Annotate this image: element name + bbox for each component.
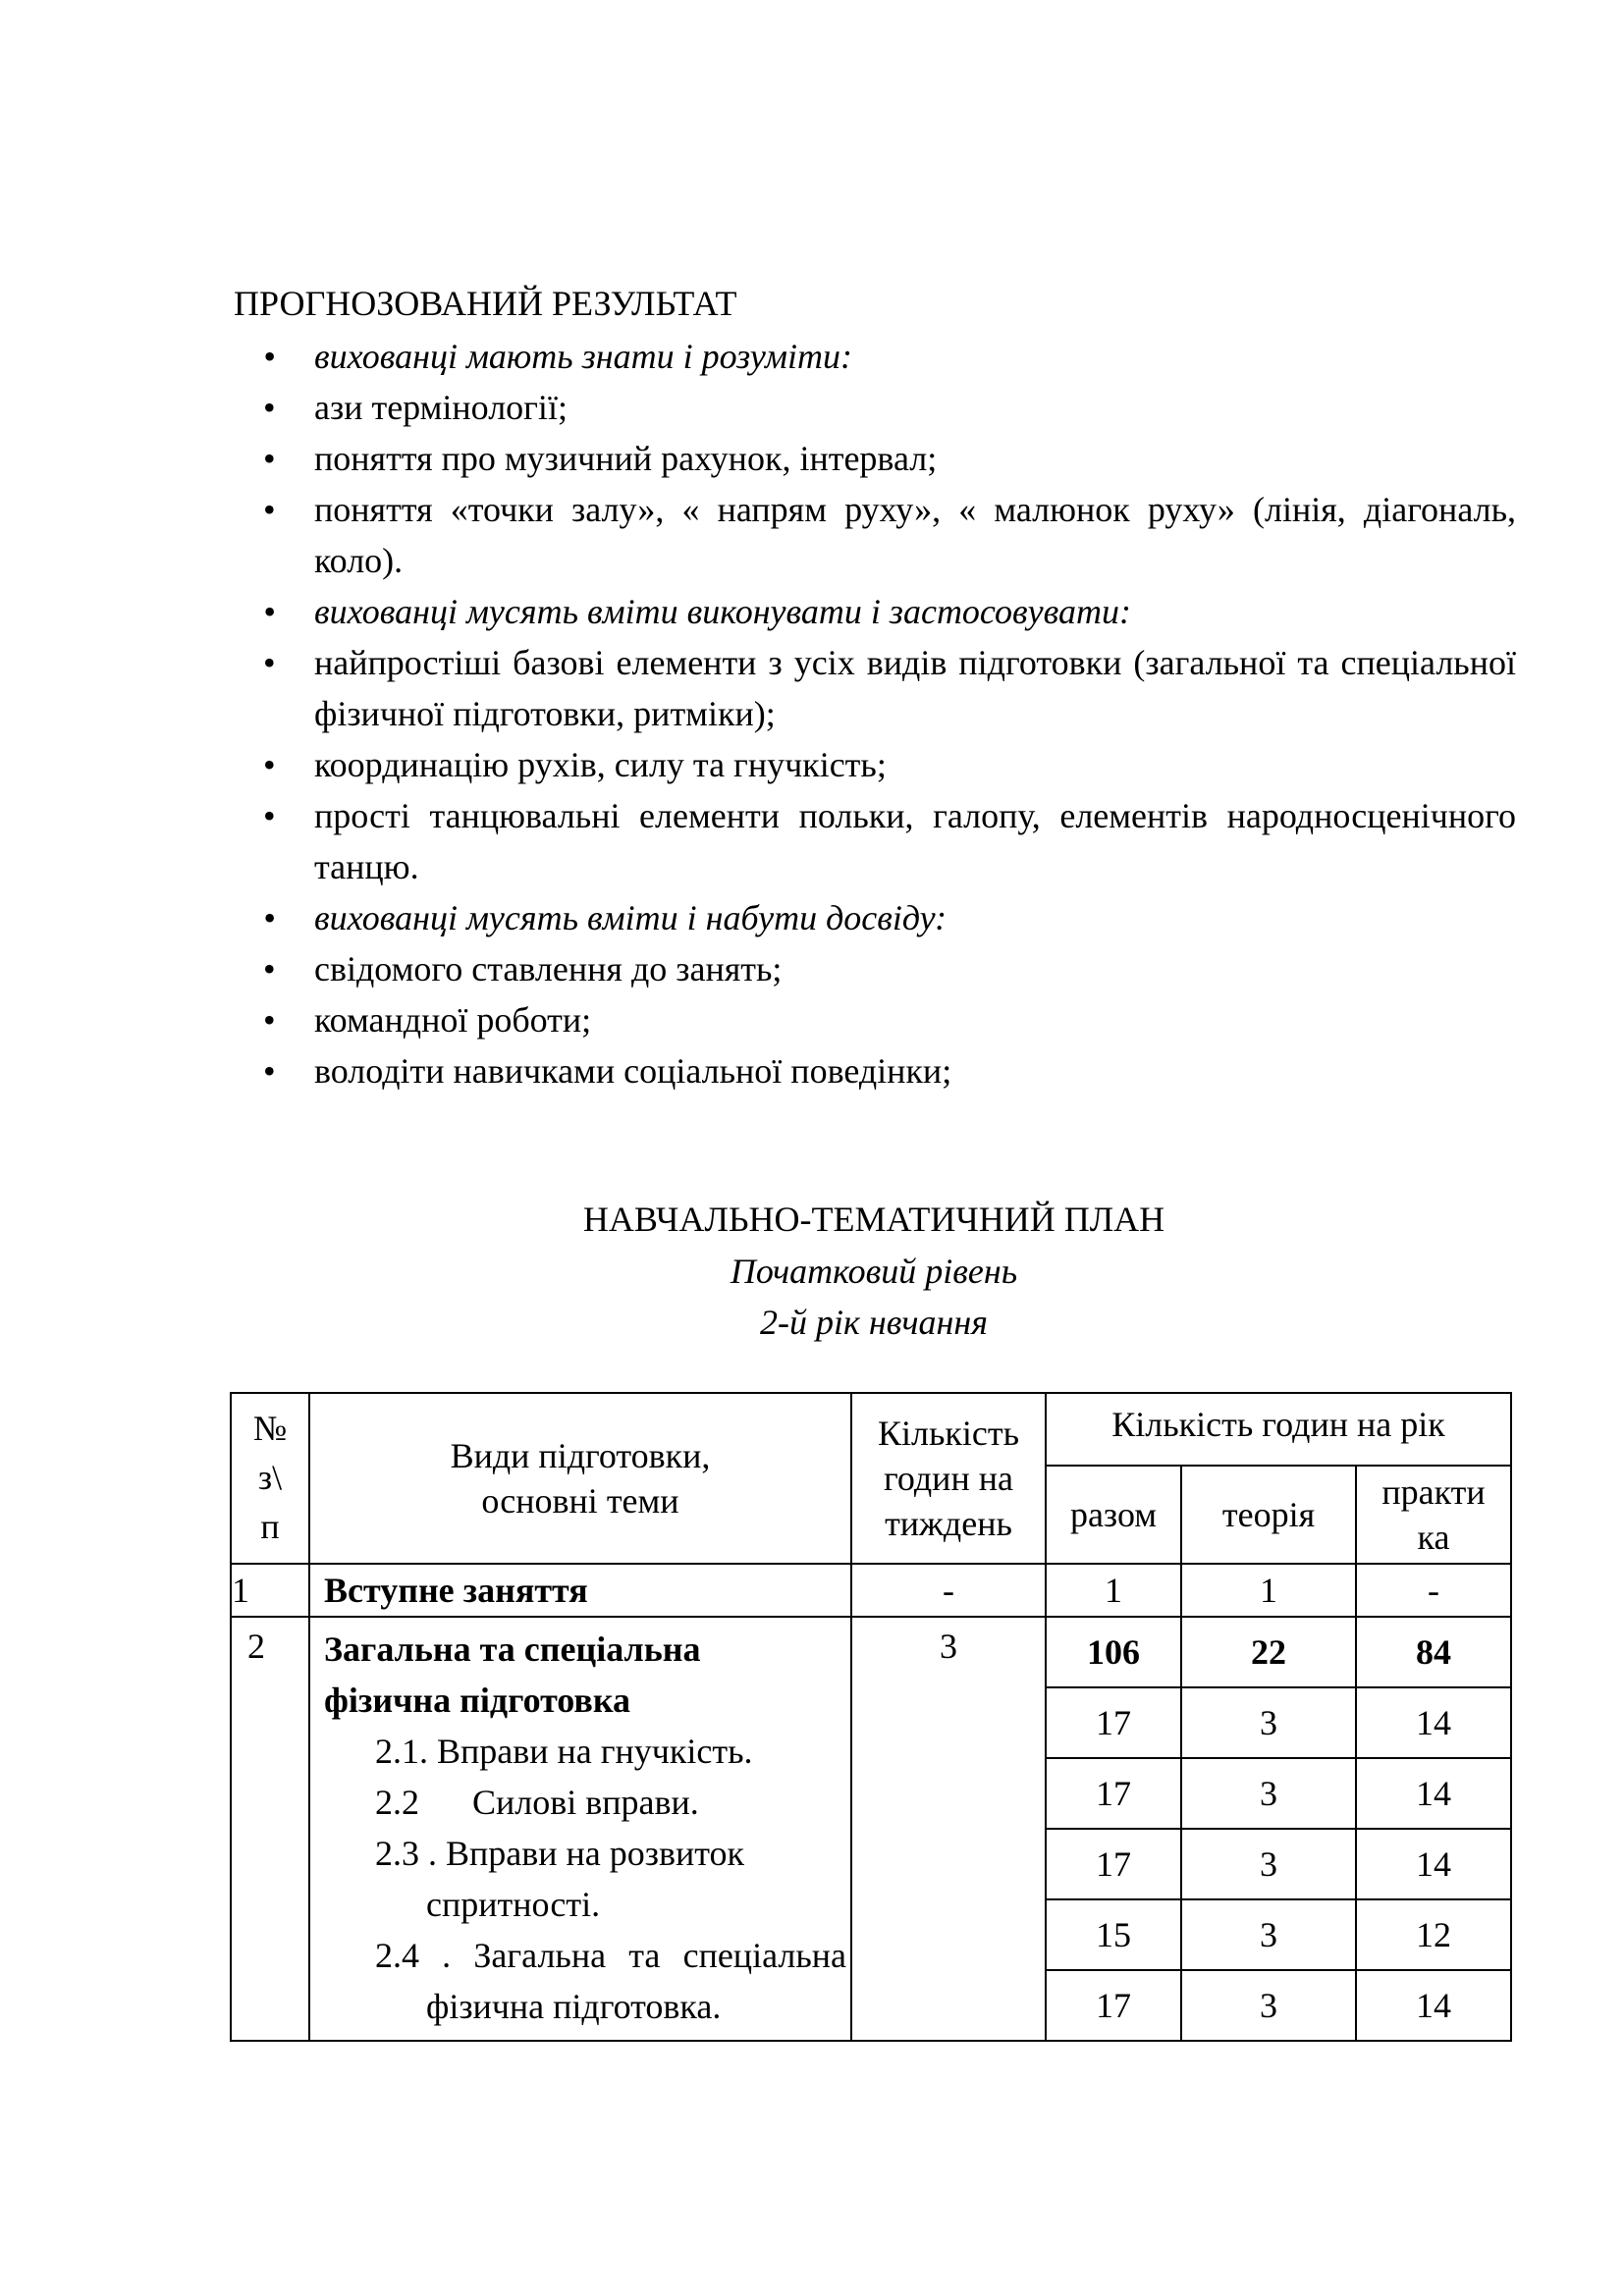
result-bullet-list xyxy=(234,331,1516,1096)
header-topics: Види підготовки, основні теми xyxy=(309,1393,851,1564)
header-hours-per-week: Кількість годин на тиждень xyxy=(851,1393,1046,1564)
list-item: • вихованці мусять вміти і набути досвіду: xyxy=(234,892,1516,943)
row-theory: 3 xyxy=(1181,1970,1356,2041)
header-hours-per-year: Кількість годин на рік xyxy=(1046,1393,1511,1466)
header-total: разом xyxy=(1046,1466,1181,1564)
row-per-week: - xyxy=(851,1564,1046,1617)
row-total: 17 xyxy=(1046,1687,1181,1758)
list-item: • прості танцювальні елементи польки, галопу, елементів народносценічного танцю. xyxy=(234,790,1516,892)
list-item: • командної роботи; xyxy=(234,994,1516,1045)
list-item: • поняття «точки залу», « напрям руху», « малюнок руху» (лінія, діагональ, коло). xyxy=(234,484,1516,586)
thematic-plan-table xyxy=(230,1392,1512,2042)
row-theory: 3 xyxy=(1181,1758,1356,1829)
plan-level: Початковий рівень xyxy=(730,1252,1018,1291)
row-per-week: 3 xyxy=(851,1617,1046,2041)
row-practice: 14 xyxy=(1356,1970,1511,2041)
row-practice: 12 xyxy=(1356,1899,1511,1970)
row-total: 1 xyxy=(1046,1564,1181,1617)
table-row xyxy=(231,1617,1511,1687)
row-practice: 84 xyxy=(1356,1617,1511,1687)
header-number: № з\ п xyxy=(231,1393,309,1564)
list-item: • поняття про музичний рахунок, інтервал; xyxy=(234,433,1516,484)
row-theory: 22 xyxy=(1181,1617,1356,1687)
row-total: 17 xyxy=(1046,1758,1181,1829)
row-topic: Загальна та спеціальна фізична підготовка 2.1. Вправи на гнучкість. 2.2 Силові вправи. 2.3 . Вправи на розвиток спритності. 2.4 . Загальна та спеціальна фізична підготовка. xyxy=(309,1617,851,2041)
list-item: • вихованці мають знати і розуміти: xyxy=(234,331,1516,382)
header-theory: теорія xyxy=(1181,1466,1356,1564)
row-practice: 14 xyxy=(1356,1829,1511,1899)
list-item: • координацію рухів, силу та гнучкість; xyxy=(234,739,1516,790)
row-total: 17 xyxy=(1046,1829,1181,1899)
row-practice: 14 xyxy=(1356,1758,1511,1829)
row-practice: - xyxy=(1356,1564,1511,1617)
row-theory: 3 xyxy=(1181,1899,1356,1970)
row-topic: Вступне заняття xyxy=(309,1564,851,1617)
list-item: • вихованці мусять вміти виконувати і застосовувати: xyxy=(234,586,1516,637)
row-total: 106 xyxy=(1046,1617,1181,1687)
row-theory: 3 xyxy=(1181,1829,1356,1899)
row-number: 2 xyxy=(231,1617,309,2041)
list-item: • володіти навичками соціальної поведінки; xyxy=(234,1045,1516,1096)
table-row xyxy=(231,1564,1511,1617)
row-total: 15 xyxy=(1046,1899,1181,1970)
list-item: • найпростіші базові елементи з усіх видів підготовки (загальної та спеціальної фізичної підготовки, ритміки); xyxy=(234,637,1516,739)
header-practice: практи ка xyxy=(1356,1466,1511,1564)
row-total: 17 xyxy=(1046,1970,1181,2041)
row-number: 1 xyxy=(231,1564,309,1617)
plan-title: НАВЧАЛЬНО-ТЕМАТИЧНИЙ ПЛАН xyxy=(582,1200,1165,1239)
row-theory: 1 xyxy=(1181,1564,1356,1617)
row-practice: 14 xyxy=(1356,1687,1511,1758)
row-theory: 3 xyxy=(1181,1687,1356,1758)
list-item: • ази термінології; xyxy=(234,382,1516,433)
result-heading: ПРОГНОЗОВАНИЙ РЕЗУЛЬТАТ xyxy=(234,284,737,323)
plan-year: 2-й рік нвчання xyxy=(760,1303,988,1342)
list-item: • свідомого ставлення до занять; xyxy=(234,943,1516,994)
